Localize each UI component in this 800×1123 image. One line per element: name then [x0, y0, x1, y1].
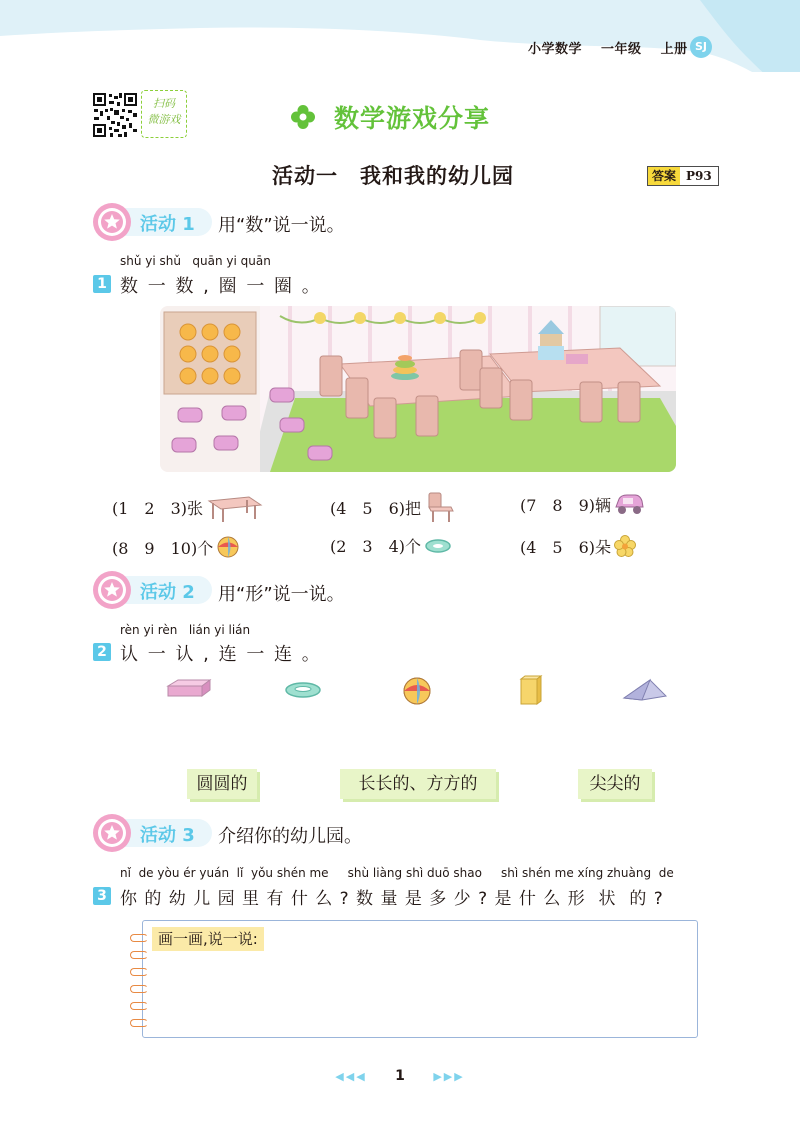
header-volume: 上册 [660, 42, 688, 57]
option-chairs[interactable] [330, 491, 457, 523]
option-rings-text: (2 3 4)个 [330, 537, 422, 556]
chair-icon [423, 491, 457, 523]
q3-pinyin: nǐ de yòu ér yuán lǐ yǒu shén me shù liàng shì duō shao shì shén me xíng zhuàng de [120, 866, 674, 880]
activity-1-desc: 用“数”说一说。 [218, 215, 345, 236]
q2-text: 认 一 认 , 连 一 连 。 [120, 644, 322, 665]
page-number: 1 [395, 1068, 405, 1084]
q3-text: 你 的 幼 儿 园 里 有 什 么 ? 数 量 是 多 少 ? 是 什 么 形 状 的 ? [120, 889, 664, 909]
binder-ring-icon [130, 985, 148, 993]
binder-ring-icon [130, 968, 148, 976]
header-series [528, 38, 702, 57]
ball-icon[interactable] [402, 676, 432, 706]
main-title-text: 数学游戏分享 [334, 104, 491, 133]
activity-1-pill [92, 202, 212, 242]
option-rings[interactable] [330, 534, 453, 557]
option-cars-text: (7 8 9)辆 [520, 495, 612, 515]
activity-3-label: 活动 3 [140, 825, 195, 846]
binder-ring-icon [130, 1002, 148, 1010]
option-tables[interactable] [112, 491, 263, 523]
scan-label [141, 90, 187, 138]
activity-title: 活动一 我和我的幼儿园 [272, 164, 514, 188]
binder-ring-icon [130, 1019, 148, 1027]
activity-3-pill [92, 813, 212, 853]
binder-ring-icon [130, 934, 148, 942]
clover-icon [290, 104, 316, 130]
option-flowers[interactable] [520, 534, 637, 558]
triangle-block-icon[interactable] [622, 678, 668, 702]
activity-2-label: 活动 2 [140, 582, 195, 603]
q3-number: 3 [93, 887, 111, 905]
activity-1-label: 活动 1 [140, 214, 195, 235]
option-flowers-text: (4 5 6)朵 [520, 537, 612, 557]
scan-line-1: 扫码 [153, 97, 175, 110]
card-pointy[interactable]: 尖尖的 [578, 769, 652, 799]
answer-label: 答案 [648, 167, 680, 185]
answer-page: P93 [680, 167, 718, 185]
main-title [290, 100, 490, 134]
q1-pinyin: shǔ yi shǔ quān yi quān [120, 254, 271, 268]
card-long-square[interactable]: 长长的、方方的 [340, 769, 496, 799]
toy-car-icon [613, 491, 645, 517]
option-balls-text: (8 9 10)个 [112, 538, 214, 558]
option-cars[interactable] [520, 491, 645, 517]
page-footer [0, 1068, 800, 1084]
card-round[interactable]: 圆圆的 [187, 769, 257, 799]
table-icon [205, 491, 263, 523]
yellow-block-icon[interactable] [519, 674, 543, 706]
ring-icon[interactable] [283, 680, 323, 700]
header-badge: SJ [690, 36, 712, 58]
answer-tag[interactable] [647, 166, 719, 186]
activity-2-desc: 用“形”说一说。 [218, 584, 345, 605]
ring-icon [423, 536, 453, 556]
ball-icon [215, 534, 241, 560]
q1-number: 1 [93, 275, 111, 293]
header-grade: 一年级 [601, 42, 642, 57]
q2-number: 2 [93, 643, 111, 661]
flower-icon [613, 534, 637, 558]
header-band [0, 0, 800, 72]
option-balls[interactable] [112, 534, 241, 560]
qr-code-icon[interactable] [92, 92, 138, 138]
activity-2-pill [92, 570, 212, 610]
q2-pinyin: rèn yi rèn lián yi lián [120, 623, 251, 637]
header-subject: 小学数学 [528, 42, 583, 57]
prev-arrows-icon: ◀◀◀ [335, 1070, 367, 1083]
pink-block-icon[interactable] [166, 678, 212, 700]
option-chairs-text: (4 5 6)把 [330, 498, 422, 518]
scan-line-2: 微游戏 [147, 113, 181, 126]
next-arrows-icon: ▶▶▶ [433, 1070, 465, 1083]
activity-3-desc: 介绍你的幼儿园。 [218, 826, 362, 847]
drawing-prompt: 画一画,说一说: [152, 927, 264, 951]
binder-ring-icon [130, 951, 148, 959]
option-tables-text: (1 2 3)张 [112, 498, 204, 518]
classroom-scene-image [160, 306, 676, 472]
q1-text: 数 一 数 , 圈 一 圈 。 [120, 276, 322, 297]
